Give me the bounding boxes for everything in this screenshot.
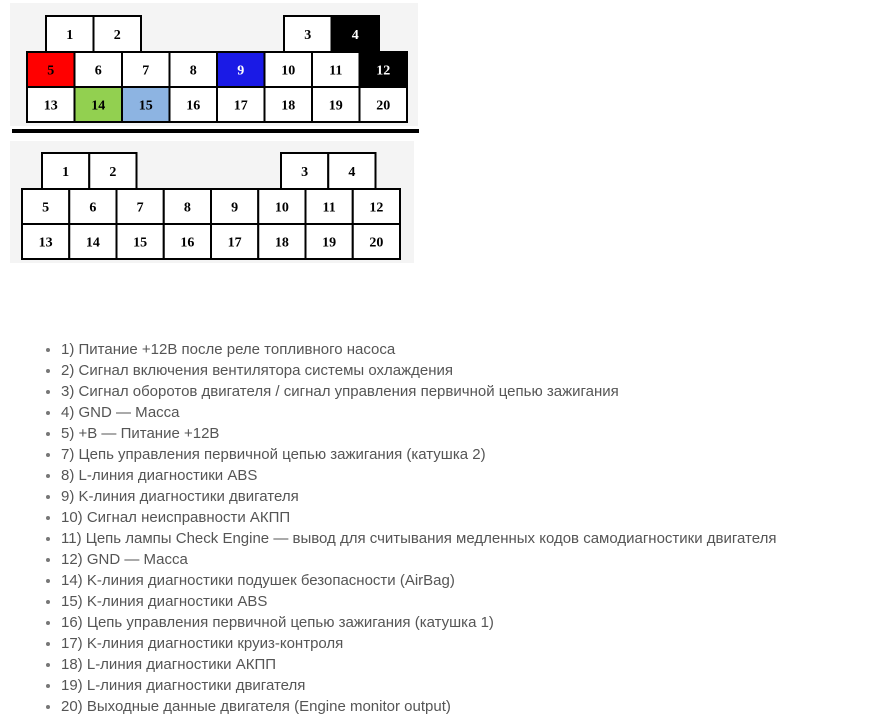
pin-description-item: • 2) Сигнал включения вентилятора системы охлаждения	[61, 360, 776, 381]
bottom-pin-5	[22, 189, 69, 224]
bottom-pin-number: 17	[227, 235, 242, 251]
top-pin-number: 14	[91, 98, 106, 114]
top-pin-number: 5	[47, 63, 55, 79]
bottom-pin-number: 16	[180, 235, 195, 251]
bottom-pin-18	[258, 224, 305, 259]
bottom-connector	[10, 141, 414, 263]
top-pin-number: 7	[142, 63, 150, 79]
top-pin-number: 15	[138, 98, 153, 114]
bottom-pin-3	[281, 153, 328, 189]
top-pin-number: 17	[233, 98, 248, 114]
pin-description-item: • 4) GND — Масса	[61, 402, 776, 423]
pin-description-item: • 5) +В — Питание +12В	[61, 423, 776, 444]
top-pin-number: 10	[281, 63, 296, 79]
pin-description-item: • 7) Цепь управления первичной цепью зажигания (катушка 2)	[61, 444, 776, 465]
bottom-pin-12	[353, 189, 400, 224]
bottom-pin-number: 15	[133, 235, 148, 251]
connector-separator-line	[12, 129, 419, 133]
bottom-pin-8	[164, 189, 211, 224]
top-pin-11	[312, 52, 360, 87]
pin-description-item: • 11) Цепь лампы Check Engine — вывод для считывания медленных кодов самодиагностики двигателя	[61, 528, 776, 549]
pin-description-item: • 17) K-линия диагностики круиз-контроля	[61, 633, 776, 654]
bottom-pin-20	[353, 224, 400, 259]
pin-description-item: • 14) K-линия диагностики подушек безопасности (AirBag)	[61, 570, 776, 591]
bottom-pin-7	[117, 189, 164, 224]
connector-pinout-svg	[0, 0, 430, 270]
top-pin-17	[217, 87, 265, 122]
bottom-pin-13	[22, 224, 69, 259]
bottom-pin-number: 18	[274, 235, 289, 251]
top-pin-1	[46, 16, 94, 52]
bottom-pin-11	[306, 189, 353, 224]
pin-description-list	[42, 339, 776, 717]
bottom-pin-number: 14	[85, 235, 100, 251]
top-pin-10	[265, 52, 313, 87]
top-pin-16	[170, 87, 218, 122]
top-pin-number: 1	[66, 28, 74, 43]
top-pin-14	[75, 87, 123, 122]
bottom-pin-10	[258, 189, 305, 224]
top-connector	[10, 3, 418, 126]
bottom-pin-number: 9	[231, 200, 239, 216]
bottom-pin-number: 13	[38, 235, 53, 251]
top-pin-number: 16	[186, 98, 201, 114]
bottom-pin-number: 8	[183, 200, 191, 216]
bottom-pin-number: 3	[301, 165, 309, 180]
top-pin-number: 2	[113, 28, 121, 43]
bottom-pin-4	[328, 153, 375, 189]
top-pin-19	[312, 87, 360, 122]
bottom-pin-14	[69, 224, 116, 259]
top-pin-number: 6	[94, 63, 102, 79]
bottom-pin-number: 7	[136, 200, 144, 216]
top-pin-8	[170, 52, 218, 87]
bottom-pin-number: 20	[369, 235, 384, 251]
top-pin-number: 12	[376, 63, 391, 79]
pin-description-item: • 12) GND — Масса	[61, 549, 776, 570]
pin-description-item: • 16) Цепь управления первичной цепью зажигания (катушка 1)	[61, 612, 776, 633]
top-pin-number: 4	[351, 28, 359, 43]
top-pin-12	[360, 52, 408, 87]
top-pin-number: 9	[237, 63, 245, 79]
top-pin-number: 8	[189, 63, 197, 79]
pin-description-item: • 8) L-линия диагностики ABS	[61, 465, 776, 486]
bottom-pin-2	[89, 153, 136, 189]
top-pin-number: 11	[329, 63, 343, 79]
bottom-pin-number: 12	[369, 200, 384, 216]
pin-description-item: • 19) L-линия диагностики двигателя	[61, 675, 776, 696]
top-pin-6	[75, 52, 123, 87]
bottom-pin-1	[42, 153, 89, 189]
top-pin-9	[217, 52, 265, 87]
bottom-pin-number: 6	[89, 200, 97, 216]
bottom-pin-number: 4	[348, 165, 356, 180]
bottom-pin-number: 19	[322, 235, 337, 251]
top-pin-5	[27, 52, 75, 87]
bottom-pin-number: 5	[42, 200, 50, 216]
bottom-pin-15	[117, 224, 164, 259]
pin-description-item: • 15) K-линия диагностики ABS	[61, 591, 776, 612]
pin-description-item: • 3) Сигнал оборотов двигателя / сигнал управления первичной цепью зажигания	[61, 381, 776, 402]
top-pin-13	[27, 87, 75, 122]
top-pin-20	[360, 87, 408, 122]
top-pin-18	[265, 87, 313, 122]
top-pin-number: 19	[328, 98, 343, 114]
bottom-pin-17	[211, 224, 258, 259]
top-pin-number: 20	[376, 98, 391, 114]
top-pin-number: 13	[43, 98, 58, 114]
bottom-pin-9	[211, 189, 258, 224]
bottom-pin-16	[164, 224, 211, 259]
top-pin-15	[122, 87, 170, 122]
connector-pinout-diagram	[0, 0, 430, 270]
top-pin-3	[284, 16, 332, 52]
bottom-pin-number: 10	[274, 200, 289, 216]
bottom-pin-number: 2	[109, 165, 117, 180]
pin-description-item: • 20) Выходные данные двигателя (Engine monitor output)	[61, 696, 776, 717]
pin-description-item: • 9) K-линия диагностики двигателя	[61, 486, 776, 507]
top-pin-7	[122, 52, 170, 87]
top-pin-4	[332, 16, 380, 52]
bottom-pin-number: 1	[62, 165, 70, 180]
pin-description-item: • 18) L-линия диагностики АКПП	[61, 654, 776, 675]
top-pin-number: 3	[304, 28, 312, 43]
top-pin-number: 18	[281, 98, 296, 114]
bottom-pin-6	[69, 189, 116, 224]
pin-description-item: • 10) Сигнал неисправности АКПП	[61, 507, 776, 528]
bottom-pin-19	[306, 224, 353, 259]
pin-description-item: • 1) Питание +12В после реле топливного насоса	[61, 339, 776, 360]
top-pin-2	[94, 16, 142, 52]
bottom-pin-number: 11	[322, 200, 336, 216]
